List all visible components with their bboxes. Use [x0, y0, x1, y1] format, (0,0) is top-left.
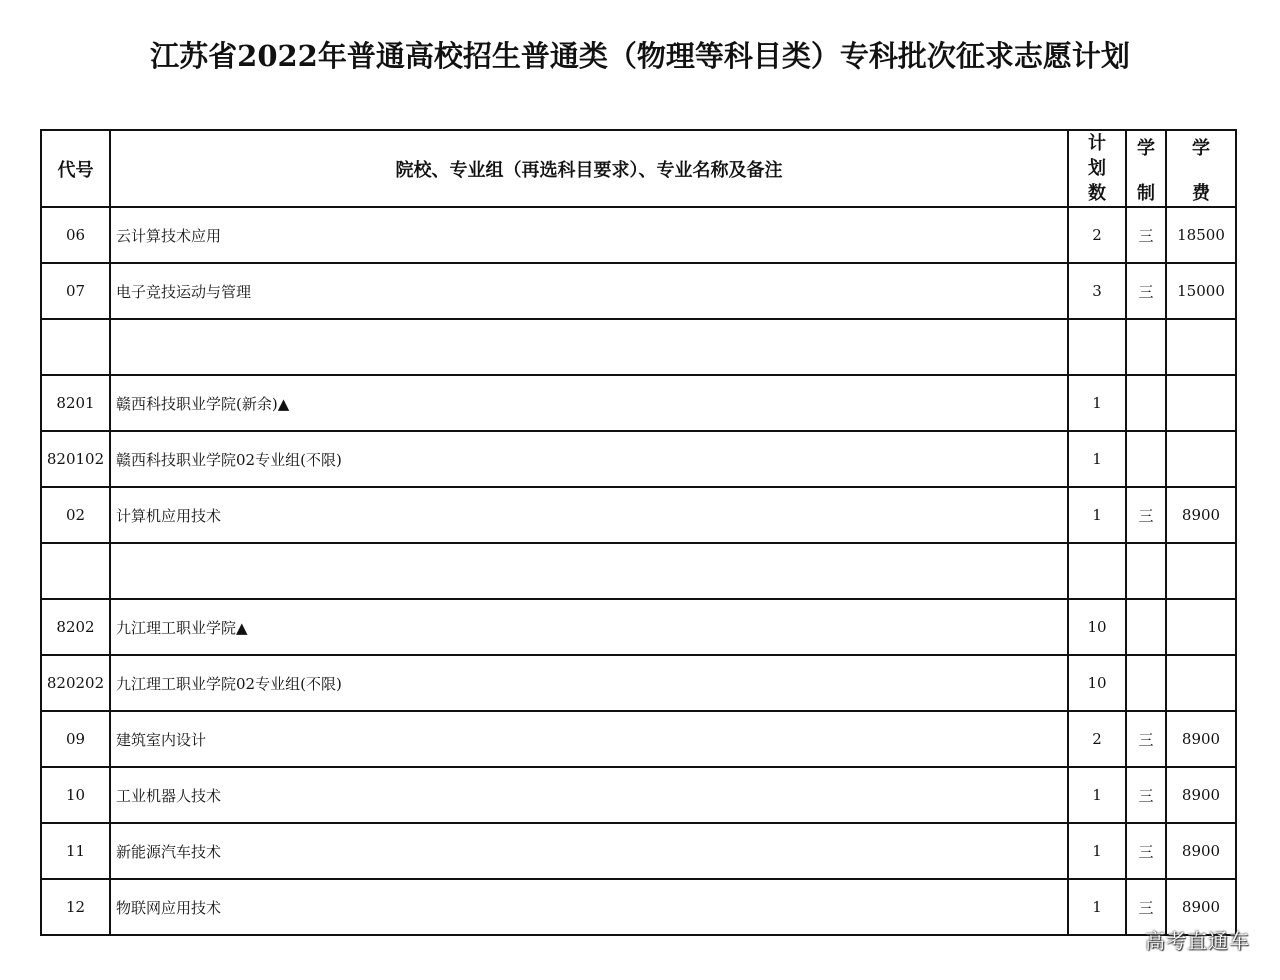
header-years	[1126, 130, 1166, 207]
header-plan	[1068, 130, 1126, 207]
cell-code	[41, 319, 110, 375]
cell-code: 09	[41, 711, 110, 767]
table-header-row	[41, 130, 1236, 207]
cell-plan: 1	[1068, 375, 1126, 431]
header-years-char: 学	[1137, 138, 1155, 159]
cell-code: 06	[41, 207, 110, 263]
cell-years: 三	[1126, 487, 1166, 543]
cell-years	[1126, 431, 1166, 487]
header-name: 院校、专业组（再选科目要求）、专业名称及备注	[110, 130, 1068, 207]
table-row	[41, 711, 1236, 767]
header-plan-char: 划	[1088, 158, 1106, 179]
cell-fee: 8900	[1166, 879, 1236, 935]
cell-name	[110, 319, 1068, 375]
cell-code: 8201	[41, 375, 110, 431]
cell-fee	[1166, 431, 1236, 487]
cell-fee: 8900	[1166, 823, 1236, 879]
cell-plan	[1068, 319, 1126, 375]
cell-fee	[1166, 319, 1236, 375]
cell-plan: 1	[1068, 823, 1126, 879]
cell-code: 07	[41, 263, 110, 319]
cell-years: 三	[1126, 767, 1166, 823]
cell-code	[41, 543, 110, 599]
cell-plan: 3	[1068, 263, 1126, 319]
table-row	[41, 431, 1236, 487]
cell-years	[1126, 375, 1166, 431]
table-row	[41, 879, 1236, 935]
header-plan-char: 计	[1088, 133, 1106, 154]
cell-plan: 2	[1068, 207, 1126, 263]
cell-fee: 18500	[1166, 207, 1236, 263]
cell-name: 电子竞技运动与管理	[110, 263, 1068, 319]
cell-years	[1126, 543, 1166, 599]
cell-code: 02	[41, 487, 110, 543]
table-row	[41, 375, 1236, 431]
cell-years: 三	[1126, 207, 1166, 263]
cell-plan: 1	[1068, 879, 1126, 935]
table-row	[41, 263, 1236, 319]
cell-plan: 1	[1068, 767, 1126, 823]
page-title: 江苏省2022年普通高校招生普通类（物理等科目类）专科批次征求志愿计划	[150, 39, 1130, 73]
cell-plan	[1068, 543, 1126, 599]
cell-fee	[1166, 655, 1236, 711]
cell-code: 8202	[41, 599, 110, 655]
table-row	[41, 767, 1236, 823]
cell-code: 10	[41, 767, 110, 823]
cell-plan: 2	[1068, 711, 1126, 767]
cell-name: 云计算技术应用	[110, 207, 1068, 263]
cell-code: 820102	[41, 431, 110, 487]
cell-years	[1126, 655, 1166, 711]
header-plan-char: 数	[1088, 183, 1106, 204]
cell-name: 物联网应用技术	[110, 879, 1068, 935]
cell-years: 三	[1126, 711, 1166, 767]
header-years-char: 制	[1137, 183, 1155, 204]
cell-name: 计算机应用技术	[110, 487, 1068, 543]
enrollment-plan-table	[40, 129, 1237, 936]
cell-name: 九江理工职业学院02专业组(不限)	[110, 655, 1068, 711]
cell-plan: 10	[1068, 655, 1126, 711]
cell-fee: 8900	[1166, 487, 1236, 543]
cell-plan: 1	[1068, 487, 1126, 543]
cell-plan: 1	[1068, 431, 1126, 487]
table-row	[41, 207, 1236, 263]
table-row	[41, 823, 1236, 879]
cell-years	[1126, 319, 1166, 375]
cell-name: 九江理工职业学院▲	[110, 599, 1068, 655]
cell-fee: 15000	[1166, 263, 1236, 319]
cell-fee: 8900	[1166, 767, 1236, 823]
cell-fee	[1166, 543, 1236, 599]
cell-code: 12	[41, 879, 110, 935]
cell-code: 820202	[41, 655, 110, 711]
watermark-logo: 高考直通车	[1145, 929, 1250, 953]
cell-name: 赣西科技职业学院(新余)▲	[110, 375, 1068, 431]
header-code: 代号	[41, 130, 110, 207]
header-fee	[1166, 130, 1236, 207]
table-row	[41, 319, 1236, 375]
cell-plan: 10	[1068, 599, 1126, 655]
cell-name	[110, 543, 1068, 599]
table-row	[41, 543, 1236, 599]
cell-years: 三	[1126, 823, 1166, 879]
cell-fee: 8900	[1166, 711, 1236, 767]
cell-name: 建筑室内设计	[110, 711, 1068, 767]
table-row	[41, 487, 1236, 543]
cell-name: 新能源汽车技术	[110, 823, 1068, 879]
table-row	[41, 655, 1236, 711]
cell-years: 三	[1126, 879, 1166, 935]
cell-name: 赣西科技职业学院02专业组(不限)	[110, 431, 1068, 487]
cell-fee	[1166, 599, 1236, 655]
cell-years	[1126, 599, 1166, 655]
header-fee-char: 费	[1192, 183, 1210, 204]
header-fee-char: 学	[1192, 138, 1210, 159]
cell-name: 工业机器人技术	[110, 767, 1068, 823]
cell-code: 11	[41, 823, 110, 879]
table-row	[41, 599, 1236, 655]
cell-years: 三	[1126, 263, 1166, 319]
cell-fee	[1166, 375, 1236, 431]
